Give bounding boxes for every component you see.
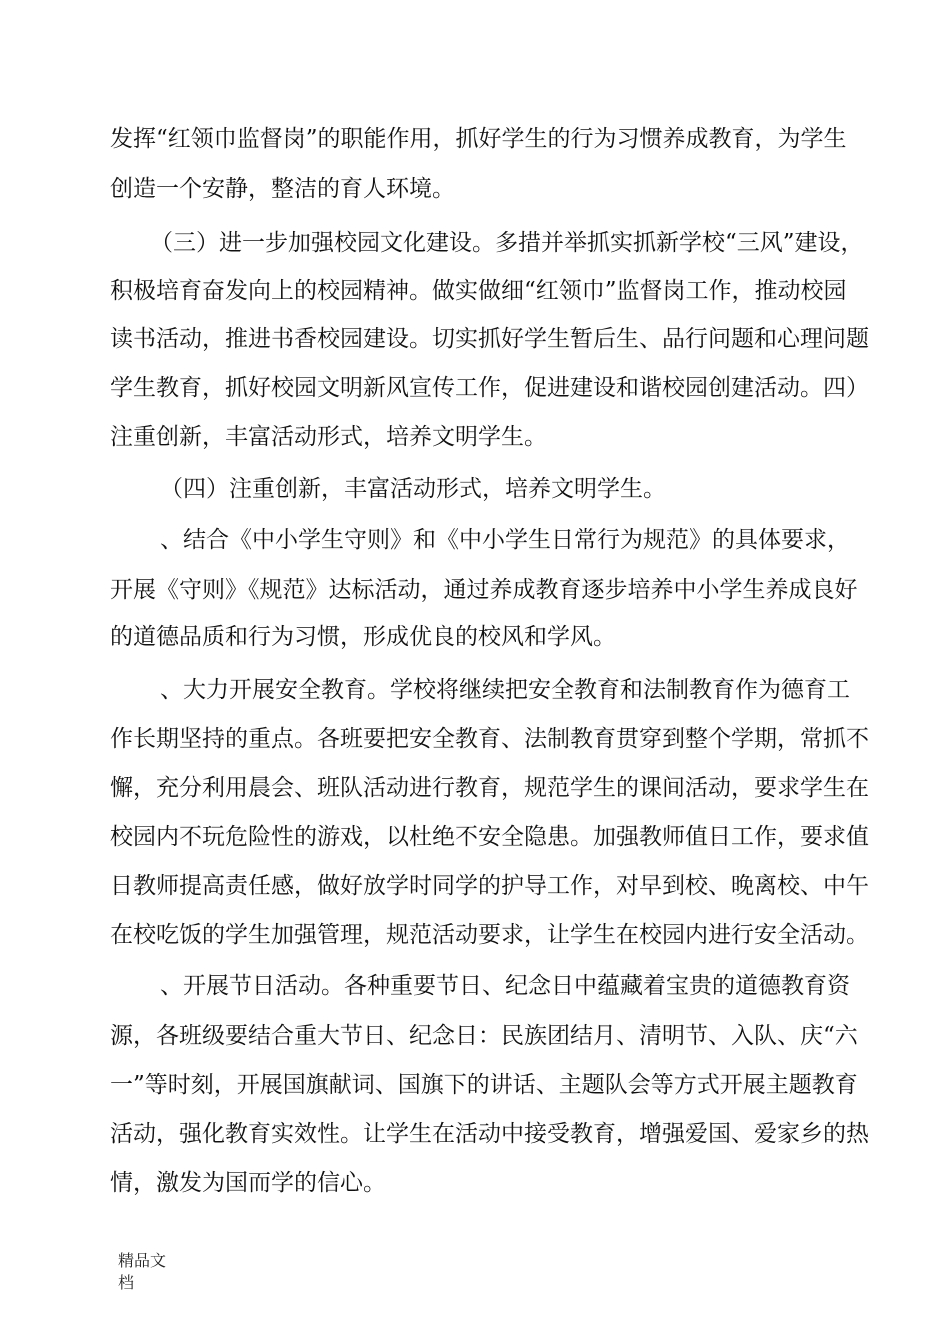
text-line: 积极培育奋发向上的校园精神。做实做细“红领巾”监督岗工作，推动校园 xyxy=(110,278,847,304)
text-line: （三）进一步加强校园文化建设。多措并举抓实抓新学校“三风”建设， xyxy=(150,230,864,256)
footer-watermark xyxy=(118,1250,166,1294)
text-line: 开展《守则》《规范》达标活动，通过养成教育逐步培养中小学生养成良好 xyxy=(110,577,858,603)
text-line: 一”等时刻，开展国旗献词、国旗下的讲话、主题队会等方式开展主题教育 xyxy=(110,1072,858,1098)
text-line: 发挥“红领巾监督岗”的职能作用，抓好学生的行为习惯养成教育，为学生 xyxy=(110,126,847,152)
text-line: 日教师提高责任感，做好放学时同学的护导工作，对早到校、晚离校、中午 xyxy=(110,873,869,899)
text-line: 读书活动，推进书香校园建设。切实抓好学生暂后生、品行问题和心理问题 xyxy=(110,326,869,352)
text-line: 学生教育，抓好校园文明新风宣传工作，促进建设和谐校园创建活动。四） xyxy=(110,375,869,401)
text-line: 、开展节日活动。各种重要节日、纪念日中蕴藏着宝贵的道德教育资 xyxy=(160,973,850,999)
text-line: 校园内不玩危险性的游戏，以杜绝不安全隐患。加强教师值日工作，要求值 xyxy=(110,824,869,850)
text-line: 创造一个安静，整洁的育人环境。 xyxy=(110,176,455,202)
text-line: （四）注重创新，丰富活动形式，培养文明学生。 xyxy=(160,476,666,502)
text-line: 、结合《中小学生守则》和《中小学生日常行为规范》的具体要求， xyxy=(160,527,850,553)
text-line: 懈，充分利用晨会、班队活动进行教育，规范学生的课间活动，要求学生在 xyxy=(110,775,869,801)
text-line: 、大力开展安全教育。学校将继续把安全教育和法制教育作为德育工 xyxy=(160,677,850,703)
footer-line-2: 档 xyxy=(118,1273,135,1292)
text-line: 作长期坚持的重点。各班要把安全教育、法制教育贯穿到整个学期，常抓不 xyxy=(110,726,869,752)
text-line: 源，各班级要结合重大节日、纪念日：民族团结月、清明节、入队、庆“六 xyxy=(110,1023,858,1049)
text-line: 注重创新，丰富活动形式，培养文明学生。 xyxy=(110,424,547,450)
text-line: 活动，强化教育实效性。让学生在活动中接受教育，增强爱国、爱家乡的热 xyxy=(110,1121,869,1147)
footer-line-1: 精品文 xyxy=(118,1251,167,1270)
text-line: 在校吃饭的学生加强管理，规范活动要求，让学生在校园内进行安全活动。 xyxy=(110,922,869,948)
text-line: 情，激发为国而学的信心。 xyxy=(110,1170,386,1196)
text-line: 的道德品质和行为习惯，形成优良的校风和学风。 xyxy=(110,624,616,650)
